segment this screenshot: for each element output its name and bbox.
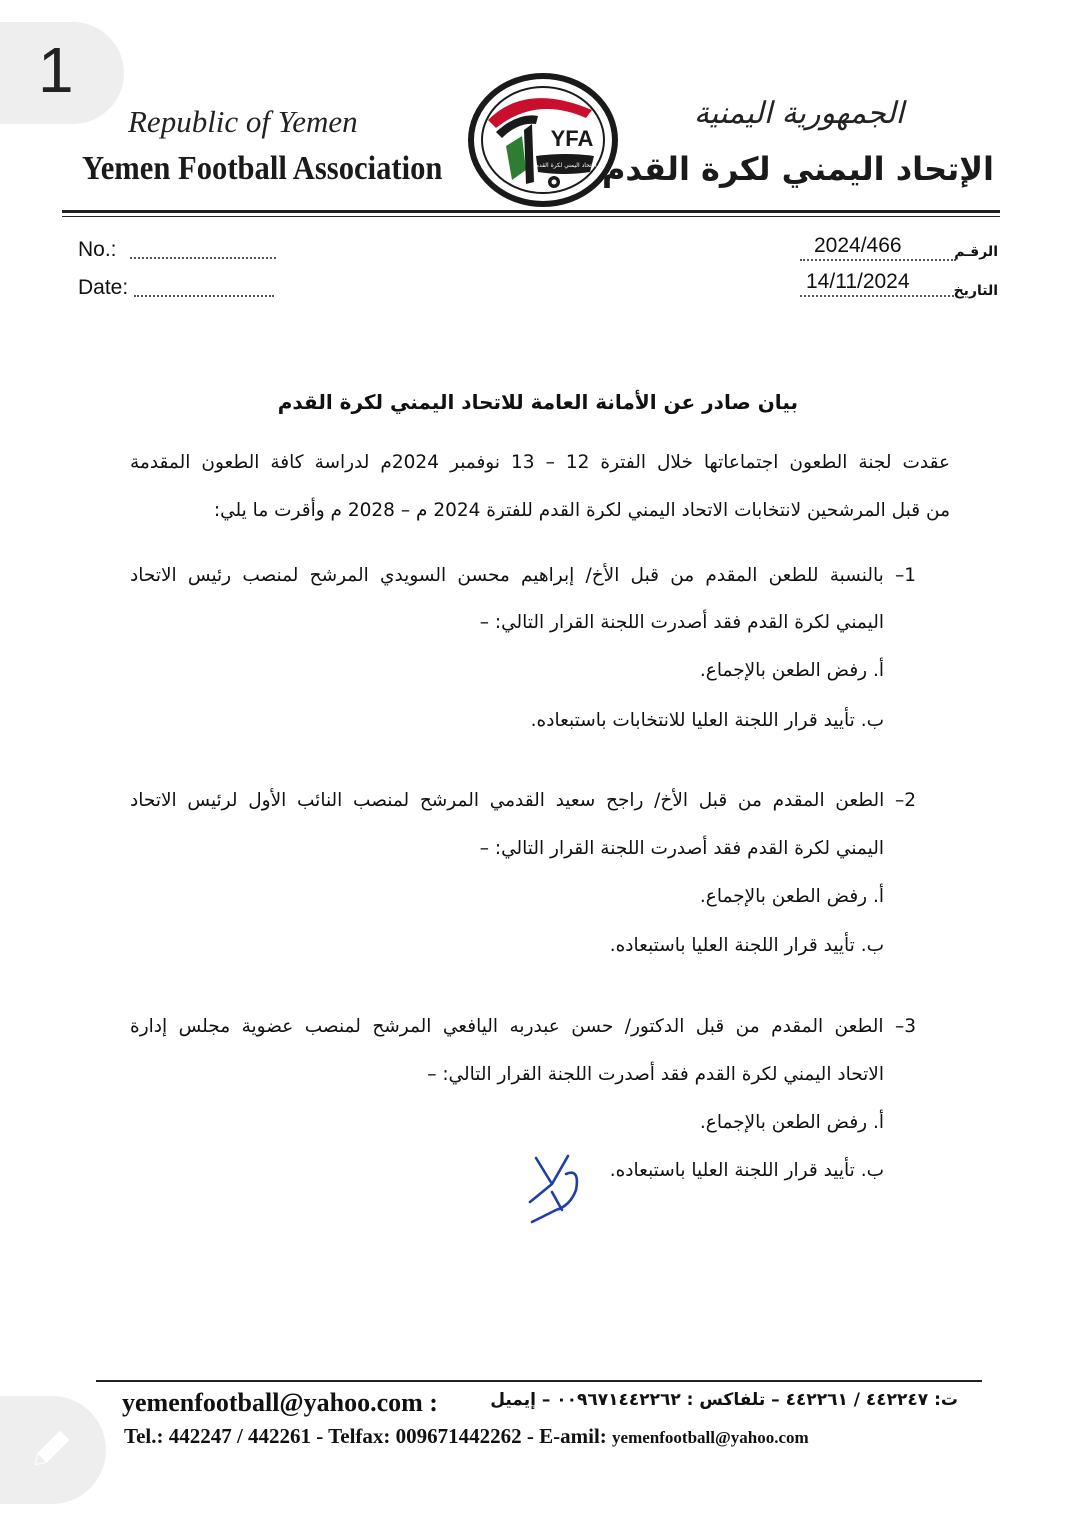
header-republic-en: Republic of Yemen (128, 104, 358, 139)
date-dots-en (134, 294, 274, 297)
footer-contacts-en (124, 1424, 809, 1449)
intro-line-2: من قبل المرشحين لانتخابات الاتحاد اليمني لكرة القدم للفترة 2024 م – 2028 م وأقرت ما يلي: (213, 500, 950, 521)
item-3-line-1: 3– الطعن المقدم من قبل الدكتور/ حسن عبدربه اليافعي المرشح لمنصب عضوية مجلس إدارة (130, 1016, 916, 1037)
item-1-decision-a: أ. رفض الطعن بالإجماع. (699, 660, 884, 681)
date-dots-ar (800, 294, 954, 297)
signature-mark (522, 1150, 586, 1226)
page-number: 1 (38, 34, 74, 106)
reference-number: 2024/466 (814, 234, 902, 257)
footer-tel-line: Tel.: 442247 / 442261 - Telfax: 009671442262 - E-amil: (124, 1424, 607, 1448)
footer-contacts-ar: ت: ٤٤٢٢٤٧ / ٤٤٢٢٦١ – تلفاكس : ٠٠٩٦٧١٤٤٢٢٦٢ – إيميل (490, 1390, 958, 1410)
intro-line-1: عقدت لجنة الطعون اجتماعاتها خلال الفترة 12 – 13 نوفمبر 2024م لدراسة كافة الطعون المقدمة (130, 452, 951, 473)
item-3-decision-b: ب. تأييد قرار اللجنة العليا باستبعاده. (609, 1160, 884, 1181)
item-3-decision-a: أ. رفض الطعن بالإجماع. (699, 1112, 884, 1133)
item-2-decision-b: ب. تأييد قرار اللجنة العليا باستبعاده. (609, 935, 884, 956)
statement-title: بيان صادر عن الأمانة العامة للاتحاد اليمني لكرة القدم (277, 390, 798, 414)
date-label-en: Date: (78, 276, 129, 299)
yfa-logo (466, 72, 620, 208)
header-rule (62, 210, 1000, 213)
pencil-icon[interactable] (26, 1422, 78, 1474)
no-dots-ar (800, 258, 956, 261)
item-2-line-1: 2– الطعن المقدم من قبل الأخ/ راجح سعيد القدمي المرشح لمنصب النائب الأول لرئيس الاتحاد (130, 790, 916, 811)
no-label-ar: الرقـم (954, 244, 998, 260)
header-association-en: Yemen Football Association (82, 150, 443, 187)
item-3-line-2: الاتحاد اليمني لكرة القدم فقد أصدرت اللجنة القرار التالي: – (427, 1064, 884, 1085)
no-label-en: No.: (78, 238, 117, 261)
header-association-ar: الإتحاد اليمني لكرة القدم (601, 150, 994, 188)
item-2-line-2: اليمني لكرة القدم فقد أصدرت اللجنة القرار التالي: – (479, 838, 884, 859)
item-1-line-2: اليمني لكرة القدم فقد أصدرت اللجنة القرار التالي: – (479, 612, 884, 633)
statement-date: 14/11/2024 (806, 270, 910, 293)
header-republic-ar: الجمهورية اليمنية (693, 96, 904, 131)
footer-email-en: yemenfootball@yahoo.com : (122, 1388, 438, 1417)
item-2-decision-a: أ. رفض الطعن بالإجماع. (699, 886, 884, 907)
date-label-ar: التاريخ (953, 283, 998, 299)
footer-rule (96, 1380, 982, 1382)
logo-ring-text: الاتحاد اليمني لكرة القدم (535, 162, 597, 169)
footer-email-small: yemenfootball@yahoo.com (612, 1428, 809, 1447)
no-dots-en (130, 256, 276, 259)
item-1-line-1: 1– بالنسبة للطعن المقدم من قبل الأخ/ إبراهيم محسن السويدي المرشح لمنصب رئيس الاتحاد (130, 565, 916, 586)
header-rule-thin (62, 216, 1000, 217)
logo-text: YFA (550, 126, 594, 151)
item-1-decision-b: ب. تأييد قرار اللجنة العليا للانتخابات باستبعاده. (530, 710, 884, 731)
